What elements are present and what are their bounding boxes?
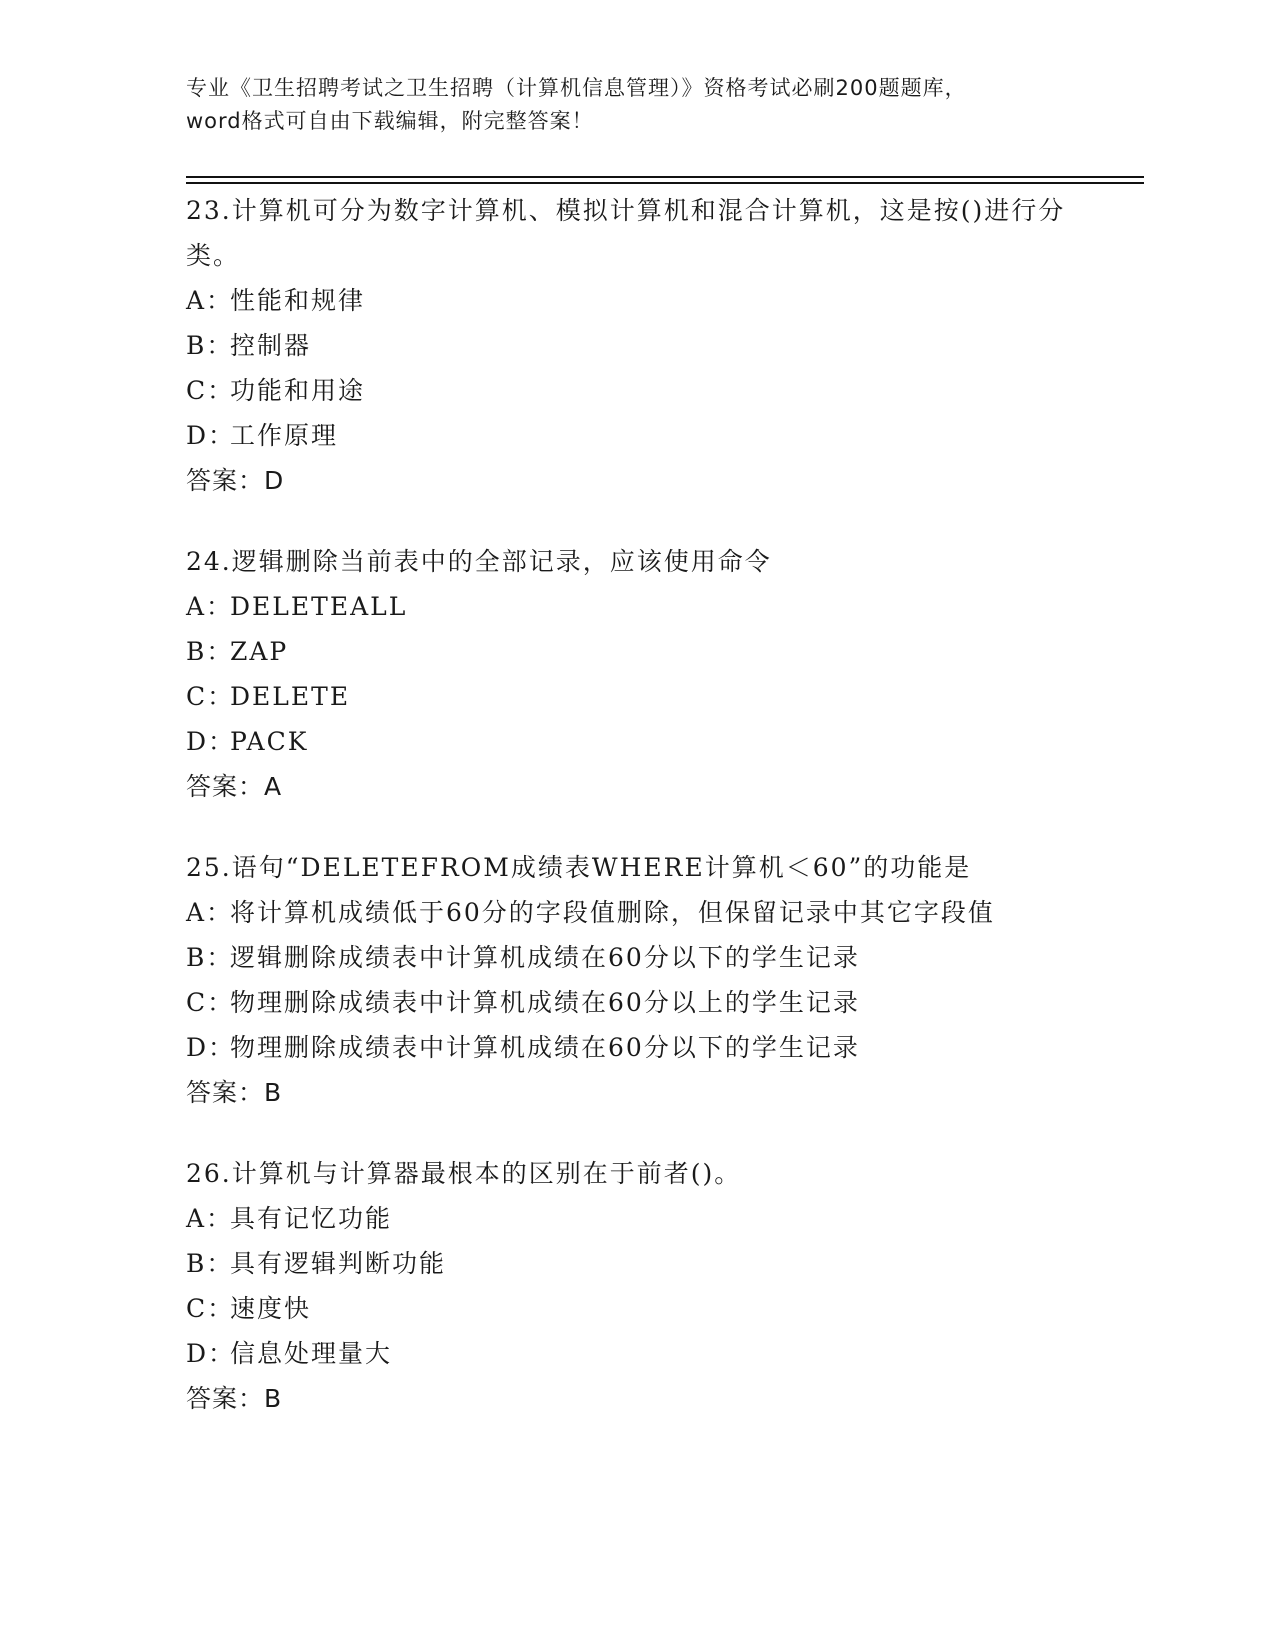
question-stem: 25.语句“DELETEFROM成绩表WHERE计算机＜60”的功能是 xyxy=(186,853,972,882)
question-stem: 26.计算机与计算器最根本的区别在于前者()。 xyxy=(186,1159,742,1188)
option-text: 控制器 xyxy=(230,331,312,360)
option-c xyxy=(186,674,1066,719)
answer-line: 答案：A xyxy=(186,772,283,801)
header-line-1: 专业《卫生招聘考试之卫生招聘（计算机信息管理）》资格考试必刷200题题库， xyxy=(186,76,967,100)
question-list xyxy=(186,188,1066,1457)
option-b xyxy=(186,1241,1066,1286)
option-text: 信息处理量大 xyxy=(230,1339,393,1368)
option-label: C： xyxy=(186,988,235,1017)
option-label: C： xyxy=(186,376,235,405)
option-text: 物理删除成绩表中计算机成绩在60分以下的学生记录 xyxy=(230,1033,860,1062)
question-stem: 24.逻辑删除当前表中的全部记录，应该使用命令 xyxy=(186,547,772,576)
option-label: A： xyxy=(186,1204,234,1233)
option-label: C： xyxy=(186,682,235,711)
option-label: B： xyxy=(186,637,234,666)
answer-line: 答案：B xyxy=(186,1078,283,1107)
option-label: D： xyxy=(186,727,236,756)
option-label: C： xyxy=(186,1294,235,1323)
option-text: 具有记忆功能 xyxy=(230,1204,393,1233)
option-a xyxy=(186,1196,1066,1241)
option-a xyxy=(186,278,1066,323)
option-label: B： xyxy=(186,943,234,972)
option-text: 具有逻辑判断功能 xyxy=(230,1249,447,1278)
option-text: 将计算机成绩低于60分的字段值删除，但保留记录中其它字段值 xyxy=(230,898,995,927)
option-d xyxy=(186,1331,1066,1376)
option-c xyxy=(186,980,1066,1025)
option-label: D： xyxy=(186,421,236,450)
option-text: DELETE xyxy=(230,682,351,711)
option-text: ZAP xyxy=(230,637,289,666)
question-24 xyxy=(186,539,1066,809)
option-d xyxy=(186,413,1066,458)
option-label: B： xyxy=(186,331,234,360)
option-label: D： xyxy=(186,1033,236,1062)
header-divider-bottom xyxy=(186,182,1144,184)
option-text: 逻辑删除成绩表中计算机成绩在60分以下的学生记录 xyxy=(230,943,860,972)
option-text: 物理删除成绩表中计算机成绩在60分以上的学生记录 xyxy=(230,988,860,1017)
option-text: 速度快 xyxy=(230,1294,312,1323)
option-label: D： xyxy=(186,1339,236,1368)
question-26 xyxy=(186,1151,1066,1421)
option-label: B： xyxy=(186,1249,234,1278)
option-c xyxy=(186,368,1066,413)
option-a xyxy=(186,890,1066,935)
option-d xyxy=(186,1025,1066,1070)
option-label: A： xyxy=(186,898,234,927)
answer-line: 答案：D xyxy=(186,466,285,495)
option-text: 工作原理 xyxy=(230,421,339,450)
option-b xyxy=(186,323,1066,368)
option-b xyxy=(186,935,1066,980)
header-divider-top xyxy=(186,176,1144,178)
answer-line: 答案：B xyxy=(186,1384,283,1413)
question-stem: 23.计算机可分为数字计算机、模拟计算机和混合计算机，这是按()进行分类。 xyxy=(186,196,1066,270)
option-label: A： xyxy=(186,286,234,315)
option-b xyxy=(186,629,1066,674)
question-25 xyxy=(186,845,1066,1115)
option-text: DELETEALL xyxy=(230,592,408,621)
option-text: 功能和用途 xyxy=(230,376,366,405)
option-a xyxy=(186,584,1066,629)
option-text: 性能和规律 xyxy=(230,286,366,315)
header-line-2: word格式可自由下载编辑，附完整答案！ xyxy=(186,109,594,133)
option-label: A： xyxy=(186,592,234,621)
option-d xyxy=(186,719,1066,764)
document-header xyxy=(186,72,1086,138)
question-23 xyxy=(186,188,1066,503)
option-text: PACK xyxy=(230,727,309,756)
option-c xyxy=(186,1286,1066,1331)
